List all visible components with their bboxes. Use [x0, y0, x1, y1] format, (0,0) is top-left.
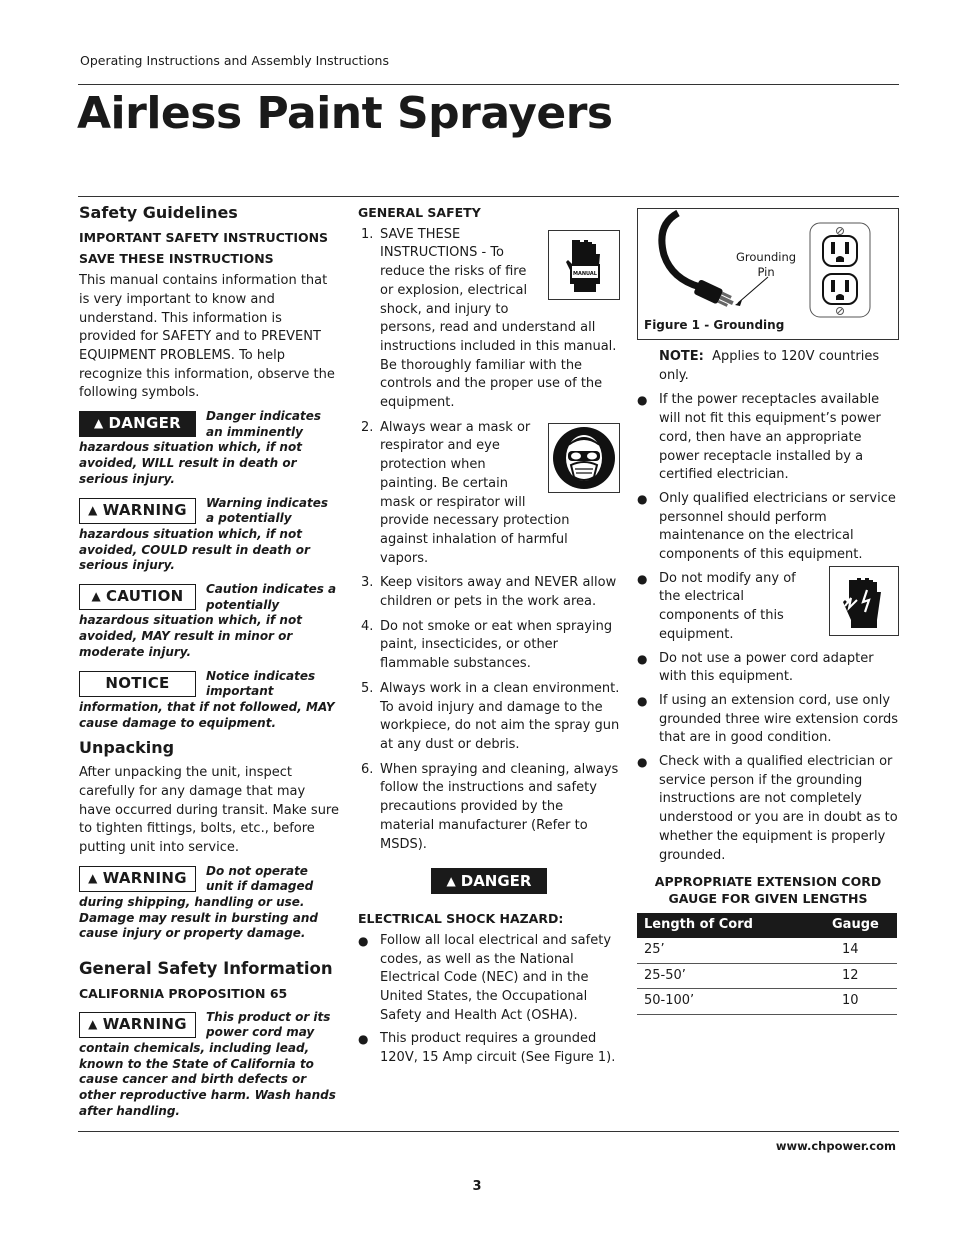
warning-triangle-icon: ▲	[93, 416, 104, 431]
warning-tag: ▲ WARNING	[79, 1012, 196, 1038]
general-safety-information-heading: General Safety Information	[79, 959, 333, 979]
list-item: ● Do not modify any of the electrical components of this equipment.	[637, 570, 899, 645]
extension-cord-table	[637, 913, 897, 1015]
unpacking-heading: Unpacking	[79, 738, 175, 758]
list-item: ● Only qualified electricians or service personnel should perform maintenance on the electrical components of this equipment.	[637, 490, 899, 565]
warning-triangle-icon: ▲	[88, 1016, 98, 1031]
grounding-figure	[637, 208, 899, 340]
caution-tag: ▲ CAUTION	[79, 584, 196, 610]
warning-triangle-icon: ▲	[446, 873, 456, 888]
general-safety-list	[358, 226, 620, 855]
danger-tag: ▲ DANGER	[79, 411, 196, 437]
safety-intro-text: This manual contains information that is very important to know and understand. This information is provided for SAFETY and to PREVENT EQUIPMENT PROBLEMS. To help recognize this information, observe the following symbols.	[79, 273, 335, 401]
prop65-warning-alert	[79, 1010, 339, 1120]
warning-alert	[79, 496, 339, 575]
caution-alert	[79, 582, 339, 661]
list-item: ● Do not use a power cord adapter with this equipment.	[637, 650, 899, 687]
electric-shock-hand-icon	[829, 566, 899, 636]
electrical-shock-heading: ELECTRICAL SHOCK HAZARD:	[358, 911, 564, 927]
danger-alert	[79, 409, 339, 488]
header-rule	[78, 84, 899, 85]
unpacking-warning-text: Do not operate unit if damaged during shipping, handling or use. Damage may result in bursting and cause injury or property damage.	[79, 863, 318, 941]
grounding-pin-label: Grounding Pin	[736, 250, 797, 279]
title-rule	[78, 196, 899, 197]
column-safety-guidelines	[79, 204, 339, 1127]
notice-tag: NOTICE	[79, 671, 196, 697]
list-item: ● This product requires a grounded 120V, 15 Amp circuit (See Figure 1).	[358, 1030, 620, 1067]
prop65-heading: CALIFORNIA PROPOSITION 65	[79, 985, 288, 1001]
electrical-shock-list	[358, 932, 620, 1068]
notice-description: Notice indicates important information, that if not followed, MAY cause damage to equipment.	[79, 668, 335, 730]
general-safety-heading: GENERAL SAFETY	[358, 205, 481, 220]
list-item: ● Follow all local electrical and safety codes, as well as the National Electrical Code (NEC) and in the United States, the Occupational Safety and Health Act (OSHA).	[358, 932, 620, 1026]
electrical-bullets	[637, 391, 899, 865]
list-item: ● If the power receptacles available will not fit this equipment’s power cord, then have an appropriate power receptacle installed by a certified electrician.	[637, 391, 899, 485]
column-general-safety	[358, 204, 620, 1073]
warning-tag: ▲ WARNING	[79, 866, 196, 892]
page-number: 3	[472, 1179, 482, 1194]
length-header: Length of Cord	[637, 913, 772, 938]
table-row: 25-50’ 12	[637, 963, 897, 989]
table-header-row	[637, 913, 897, 938]
document-subtitle: Operating Instructions and Assembly Instructions	[80, 53, 389, 68]
list-item: 2. Always wear a mask or respirator and eye protection when painting. Be certain mask or respirator will provide necessary protection against inhalation of harmful vapors.	[358, 419, 620, 569]
safety-guidelines-heading: Safety Guidelines	[79, 203, 238, 222]
list-item: 3. Keep visitors away and NEVER allow children or pets in the work area.	[361, 575, 617, 610]
prop65-warning-text: This product or its power cord may contain chemicals, including lead, known to the State of California to cause cancer and birth defects or other reproductive harm. Wash hands after handling.	[79, 1009, 336, 1118]
read-manual-icon	[548, 230, 620, 300]
footer-rule	[78, 1131, 899, 1132]
warning-tag: ▲ WARNING	[79, 498, 196, 524]
list-item: ● If using an extension cord, use only grounded three wire extension cords that are in good condition.	[637, 692, 899, 748]
list-item: 5. Always work in a clean environment. To avoid injury and damage to the workpiece, do not aim the spray gun at any dust or debris.	[361, 680, 620, 752]
respirator-mask-icon	[548, 423, 620, 493]
note-text: NOTE: Applies to 120V countries only.	[659, 349, 880, 383]
important-instructions-heading: IMPORTANT SAFETY INSTRUCTIONS	[79, 229, 329, 245]
svg-text:MANUAL: MANUAL	[573, 270, 597, 277]
extension-cord-table-title: APPROPRIATE EXTENSION CORD GAUGE FOR GIVEN LENGTHS	[654, 874, 882, 907]
unpacking-warning-alert	[79, 864, 339, 943]
notice-alert	[79, 669, 339, 732]
warning-description: Warning indicates a potentially hazardous situation which, if not avoided, COULD result in death or serious injury.	[79, 495, 328, 573]
warning-triangle-icon: ▲	[88, 502, 98, 517]
warning-triangle-icon: ▲	[88, 870, 98, 885]
list-item: 6. When spraying and cleaning, always follow the instructions and safety precautions provided by the material manufacturer (Refer to MSDS).	[361, 761, 619, 852]
warning-triangle-icon: ▲	[91, 589, 101, 604]
list-item: 1. MANUAL SAVE THESE INSTRUCTIONS - To reduce the risks of fire or explosion, electrical shock, and injury to persons, read and understand all instructions included in this manual. Be thoroughly familiar with the controls and the proper use of the equipment.	[358, 226, 620, 413]
unpacking-text: After unpacking the unit, inspect carefully for any damage that may have occurred during transit. Make sure to tighten fittings, bolts, etc., before putting unit into service.	[79, 765, 339, 855]
save-instructions-heading: SAVE THESE INSTRUCTIONS	[79, 251, 274, 267]
list-item: 4. Do not smoke or eat when spraying paint, insecticides, or other flammable substances.	[361, 618, 613, 672]
table-row: 25’ 14	[637, 938, 897, 963]
table-row: 50-100’ 10	[637, 989, 897, 1015]
footer-url: www.chpower.com	[775, 1139, 896, 1153]
danger-tag: ▲ DANGER	[431, 868, 547, 894]
caution-description: Caution indicates a potentially hazardous situation which, if not avoided, MAY result in minor or moderate injury.	[79, 582, 337, 659]
column-electrical	[637, 208, 899, 1015]
list-item: ● Check with a qualified electrician or service person if the grounding instructions are not completely understood or you are in doubt as to whether the equipment is properly grounded.	[637, 753, 899, 865]
page-title: Airless Paint Sprayers	[77, 88, 613, 139]
danger-description: Danger indicates an imminently hazardous situation which, if not avoided, WILL result in death or serious injury.	[79, 409, 322, 486]
figure-caption: Figure 1 - Grounding	[644, 318, 785, 332]
gauge-header: Gauge	[772, 913, 897, 938]
